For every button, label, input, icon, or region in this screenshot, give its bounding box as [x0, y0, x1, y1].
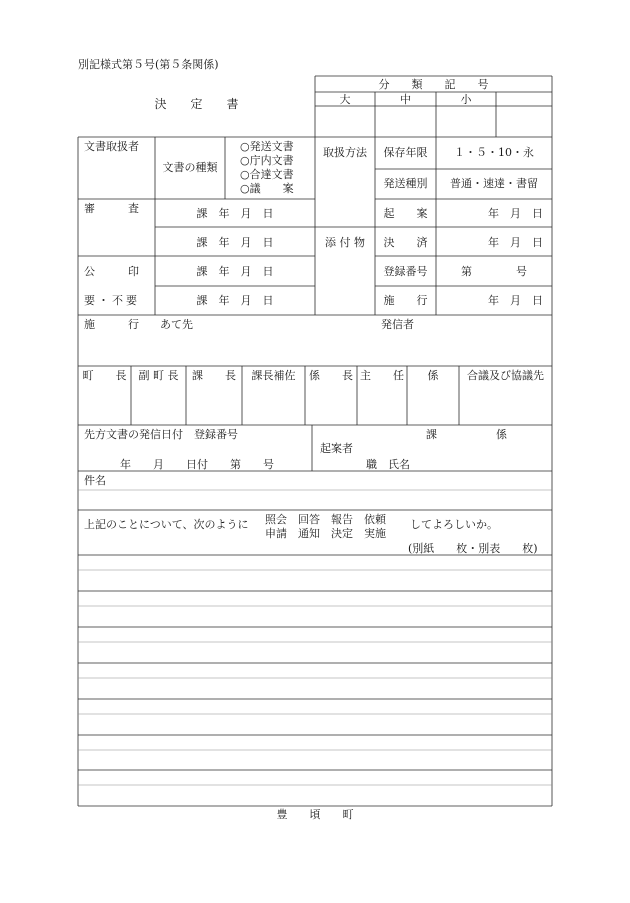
subject-label: 件名	[84, 474, 106, 487]
review-date-2: 課 年 月 日	[196, 236, 274, 249]
shiko-date-label: 施 行	[383, 294, 428, 307]
origin-line-2: 年 月 日付 第 号	[120, 458, 274, 471]
form-label: 別記様式第５号(第５条関係)	[78, 58, 219, 71]
approver-shunin: 主 任	[360, 369, 404, 382]
send-type-label: 発送種別	[383, 177, 428, 190]
review-date-1: 課 年 月 日	[196, 207, 274, 220]
drafter-kakari: 係	[496, 428, 507, 441]
attachment-label: 添 付 物	[325, 236, 365, 249]
document-title: 決 定 書	[154, 97, 239, 111]
doc-type-option-4: ○議 案	[240, 182, 294, 195]
origin-line-1: 先方文書の発信日付 登録番号	[84, 428, 238, 441]
registration-label: 登録番号	[383, 265, 428, 278]
yofuyo-date: 課 年 月 日	[196, 294, 274, 307]
approver-vice-mayor: 副 町 長	[138, 369, 179, 382]
sender-label: 発信者	[381, 318, 414, 331]
approver-section-chief: 課 長	[192, 369, 236, 382]
doc-type-label: 文書の種類	[162, 161, 218, 174]
koin-label: 公 印	[84, 265, 139, 278]
request-options-row-1: 照会 回答 報告 依頼	[265, 513, 386, 526]
retention-value: １・５・10・永	[454, 146, 534, 159]
send-type-value: 普通・速達・書留	[450, 177, 538, 190]
retention-label: 保存年限	[383, 146, 428, 159]
yofuyo-label: 要・不要	[84, 294, 140, 307]
doc-type-option-3: ○合達文書	[240, 168, 294, 181]
shiko-date: 年 月 日	[488, 294, 543, 307]
approver-staff: 係	[427, 369, 439, 382]
class-dai-label: 大	[339, 93, 351, 106]
drafter-shokushimei: 職 氏名	[366, 458, 410, 471]
review-label: 審 査	[84, 202, 139, 215]
registration-value: 第 号	[461, 265, 527, 278]
doc-type-option-1: ○発送文書	[240, 140, 294, 153]
approver-consultation: 合議及び協議先	[467, 369, 544, 382]
atesaki-label: あて先	[160, 318, 193, 331]
kian-label: 起 案	[383, 207, 428, 220]
request-lead: 上記のことについて、次のように	[84, 518, 249, 531]
kian-date: 年 月 日	[488, 207, 543, 220]
approver-sub-chief: 係 長	[309, 369, 353, 382]
class-chu-label: 中	[400, 93, 411, 106]
shiko-label: 施 行	[84, 318, 139, 331]
request-options-row-2: 申請 通知 決定 実施	[265, 527, 386, 540]
classification-header: 分 類 記 号	[378, 78, 489, 91]
request-tail: してよろしいか。	[410, 518, 498, 531]
drafter-label: 起案者	[320, 442, 353, 455]
koin-date: 課 年 月 日	[196, 265, 274, 278]
approver-assistant-chief: 課長補佐	[251, 369, 296, 382]
handler-label: 文書取扱者	[84, 140, 139, 153]
doc-type-option-2: ○庁内文書	[240, 154, 294, 167]
class-sho-label: 小	[460, 93, 472, 106]
request-attachment: (別紙 枚・別表 枚)	[408, 542, 538, 555]
kessai-date: 年 月 日	[488, 236, 543, 249]
kessai-label: 決 済	[383, 236, 428, 249]
municipality-name: 豊 頃 町	[276, 808, 354, 821]
handling-method-label: 取扱方法	[323, 146, 367, 159]
drafter-ka: 課	[426, 428, 437, 441]
approver-mayor: 町 長	[82, 369, 127, 382]
